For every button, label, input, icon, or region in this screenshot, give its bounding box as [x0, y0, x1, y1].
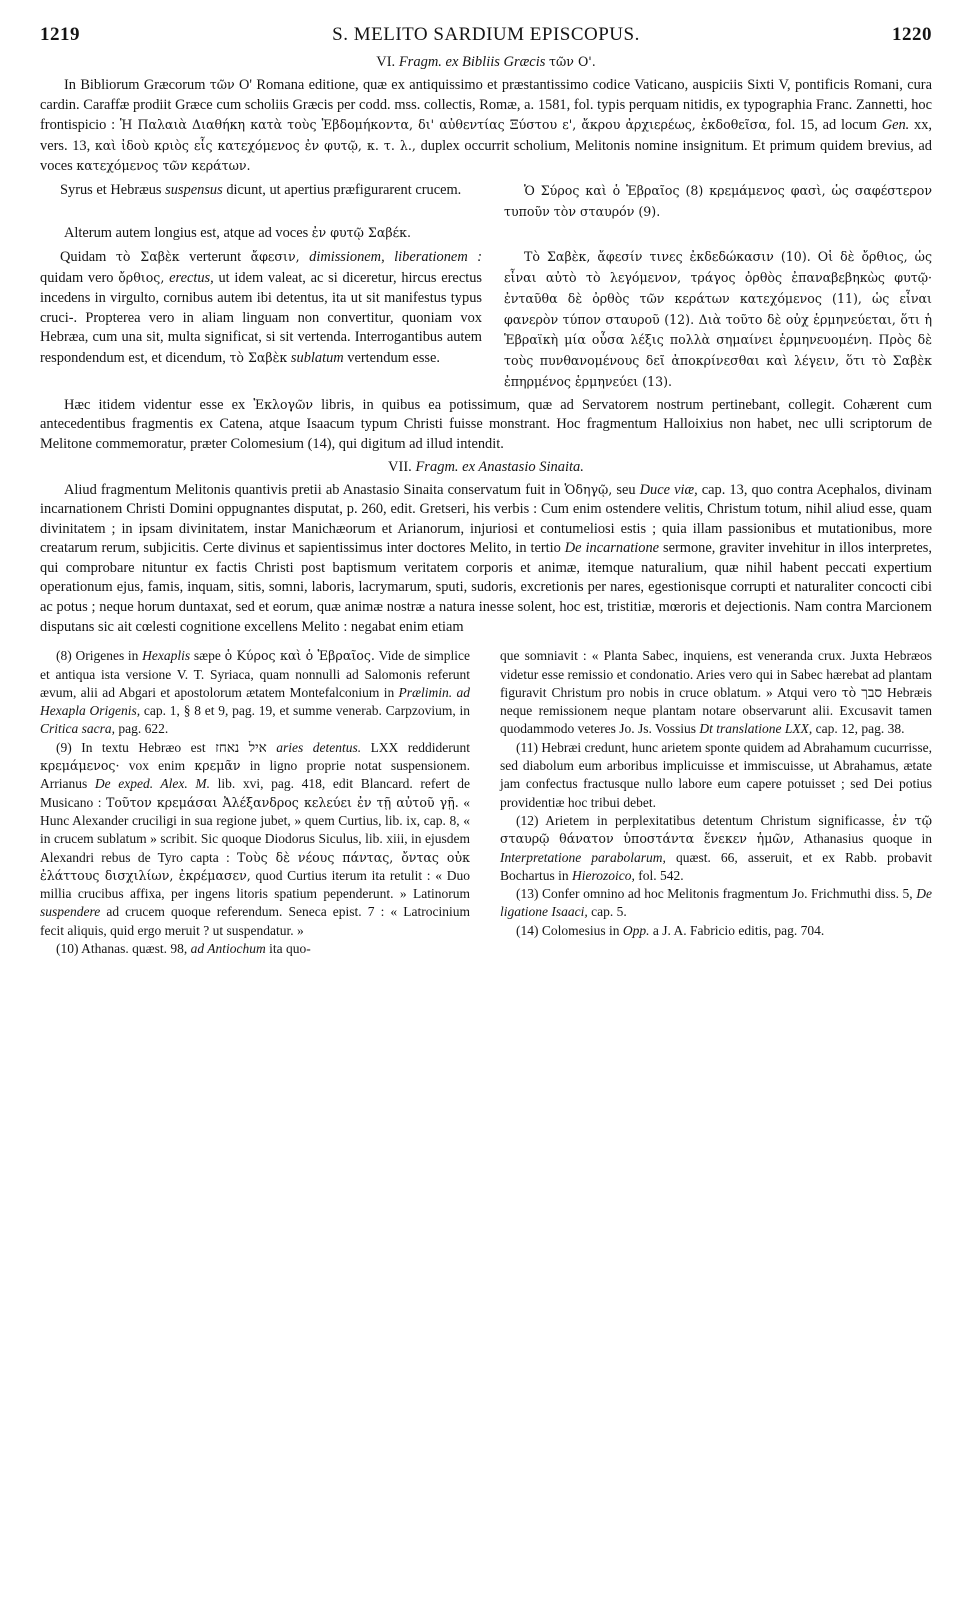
text-run: verterunt: [179, 249, 251, 266]
text-run: ad crucem quoque referendum. Seneca epist. 7 : « Latrocinium fecit aliquis, quid ergo meruit ? ut suspendatur. »: [40, 904, 470, 938]
italic-text: ad Antiochum: [190, 941, 266, 957]
text-run: a J. A. Fabricio editis, pag. 704.: [649, 922, 825, 938]
text-run: cap. 1, § 8 et 9, pag. 19, et summe venerab. Carpzovium, in: [140, 703, 471, 719]
text-run: סבך Hebræis neque remissionem neque plantam notare observarunt alii. Excusavit tamen quodammodo veteres Jo. Js. Vossius: [500, 684, 933, 737]
italic-text: erectus,: [169, 269, 214, 286]
text-run: Alterum autem longius est, atque ad voces: [64, 224, 312, 241]
page-number-left: 1219: [40, 24, 80, 45]
italic-text: Dt translatione LXX,: [699, 721, 813, 737]
italic-text: De exped. Alex. M.: [94, 776, 211, 792]
greek-text: Ὁδηγῷ,: [564, 481, 613, 497]
greek-text: ἄφεσιν,: [250, 249, 300, 265]
scholium-1-latin-text: [40, 181, 482, 201]
text-run: (13) Confer omnino ad hoc Melitonis fragmentum Jo. Frichmuthi diss. 5,: [516, 886, 917, 902]
page-number-right: 1220: [892, 24, 932, 45]
text-run: Vide de simplice et antiqua ista versione V. T. Syriaca, quam nonnulli ad Salomonis referunt ævum, alii ad Abgari et apostolorum ætatem Montefalconium in: [40, 648, 470, 700]
text-run: ita quo-: [265, 941, 311, 957]
text-run: cap. 12, pag. 38.: [812, 721, 905, 737]
italic-text: Prælimin. ad Hexapla Origenis,: [40, 684, 470, 719]
section-7-text: [40, 480, 932, 638]
text-run: Syrus et Hebræus: [60, 181, 166, 198]
italic-text: suspensus: [165, 181, 223, 198]
footnote-14: [500, 922, 932, 940]
text-run: « Hunc Alexander cruciligi in sua regione jubet, » quem Curtius, lib. ix, cap. 8, « in crucem sublatum » scribit. Sic quoque Diodorus Siculus, lib. xiii, in ejusdem Alexandri rebus de Tyro capta :: [40, 794, 470, 865]
footnotes: [40, 647, 932, 958]
scholium-2: [40, 247, 932, 393]
section-6-conclusion: [40, 395, 932, 455]
footnote-13: [500, 885, 932, 922]
page: [40, 24, 932, 958]
text-run: duplex occurrit scholium, Melitonis nomine insignitum. Et primum quidem brevius, ad voces: [40, 137, 932, 175]
text-run: [300, 249, 310, 265]
text-run: Athanasius quoque in: [794, 831, 932, 847]
scholium-2-latin-text: [40, 247, 482, 369]
italic-text: Opp.: [622, 922, 650, 938]
text-run: lib. xvi, pag. 418, edit Blancard. refert de Musicano :: [40, 776, 470, 810]
text-run: fol. 15, ad locum: [770, 117, 882, 134]
running-head: [40, 24, 932, 50]
section-7-heading: VII. Fragm. ex Anastasio Sinaita.: [388, 458, 584, 475]
greek-text: ἐν φυτῷ Σαβέκ.: [311, 224, 412, 240]
footnote-8: [40, 647, 470, 738]
text-run: (8) Origenes in: [56, 648, 143, 664]
text-run: vox enim: [119, 758, 195, 774]
running-title: S. MELITO SARDIUM EPISCOPUS.: [332, 24, 640, 45]
scholium-1-latin: [40, 181, 482, 223]
italic-text: dimissionem, liberationem :: [309, 249, 482, 266]
italic-text: Interpretatione parabolarum,: [500, 849, 666, 865]
text-run: quod Curtius iterum ita retulit : « Duo millia crucibus affixa, per ingens litoris spatium pependerunt. » Latinorum: [40, 867, 470, 902]
text-run: (14) Colomesius in: [516, 922, 623, 938]
text-run: ut idem valeat, ac si diceretur, hircus erectus incedens in virgulto, cornibus autem ibi detentus, ita ut sit manifestus typus cruci-. Propterea vero in aliam linguam non convertitur, quoniam vox Hebræa, cum una sit, multa significat, si sit vertenda. Interrogantibus autem respondendum est, et dicendum,: [40, 269, 482, 367]
italic-text: De ligatione Isaaci,: [500, 886, 932, 920]
scholium-2-greek-text: [504, 247, 932, 393]
text-run: (9) In textu Hebræo est איל נאחז: [56, 739, 277, 755]
text-run: (10) Athanas. quæst. 98,: [56, 941, 191, 957]
greek-text: τὸ Σαβὲκ: [229, 350, 288, 366]
greek-text: Ἡ Παλαιὰ Διαθήκη κατὰ τοὺς Ἑβδομήκοντα, δι' αὐθεντίας Ξύστου ε', ἄκρου ἀρχιερέως, ἐκδοθεῖσα,: [119, 117, 771, 133]
greek-text: κρεμᾶν: [194, 758, 241, 774]
text-run: pag. 622.: [115, 721, 169, 737]
greek-text: ἐν τῷ σταυρῷ θάνατον ὑποστάντα ἕνεκεν ἡμῶν,: [500, 812, 933, 847]
text-run: xx, vers. 13,: [40, 117, 932, 154]
italic-text: Hierozoico,: [572, 867, 635, 883]
greek-text: Ἐκλογῶν: [253, 396, 313, 412]
italic-text: Gen.: [881, 117, 910, 134]
italic-text: De incarnatione: [564, 540, 660, 557]
text-run: cap. 13, quo contra Acephalos, divinam incarnationem Christi Domini oppugnantes disputat, p. 260, edit. Gretseri, his verbis : Cum enim ostendere velitis, Christum totum, nihil aliud esse, quam divinitatem ; in ipsam divinitatem, instar Manichæorum et Arianorum, injuriosi et contumeliosi estis ; quia illam passionibus et mutationibus, more creatarum rerum, subjicitis. Certe divinus et sapientissimus inter doctores Melito, in tertio: [40, 481, 932, 557]
text-run: Hæc itidem videntur esse ex: [64, 396, 254, 413]
scholium-1-greek: [504, 181, 932, 223]
scholium-2-greek: [504, 247, 932, 393]
text-run: que somniavit : « Planta Sabec, inquiens, est veneranda crux. Juxta Hebræos videtur esse remissio et condonatio. Aries vero qui in Sabec hærebat ad plantam figuravit Christum pro nobis in cruce oblatum. » Atqui vero: [500, 648, 932, 700]
greek-text: ὄρθιος,: [118, 269, 165, 285]
text-run: In Bibliorum Græcorum: [64, 77, 210, 93]
greek-text: καὶ ἰδοὺ κριὸς εἷς κατεχόμενος ἐν φυτῷ, κ. τ. λ.,: [94, 137, 416, 153]
greek-text: Τοὺς δὲ νέους πάντας, ὄντας οὐκ ἐλάττους δισχιλίων, ἐκρέμασεν,: [40, 849, 470, 883]
text-run: quæst. 66, asseruit, et ex Rabb. probavit Bochartus in: [500, 849, 932, 883]
scholium-2-intro: [40, 223, 932, 244]
section-6-heading: VI. Fragm. ex Bibliis Græcis τῶν Ο'.: [376, 54, 596, 70]
text-run: libris, in quibus ea potissimum, quæ ad Servatorem nostrum pertinebant, collegit. Cohærent cum antecedentibus fragmentis ex Catena, atque Isaacum typum Christi fuisse monstrant. Hoc fragmentum Halloixius non habet, nec ulli scriptorum de Melitone commemoratur, præter Colomesium (14), qui digitum ad illud intendit.: [40, 396, 932, 452]
greek-text: τὸ: [841, 684, 857, 700]
greek-text: κατεχόμενος τῶν κεράτων.: [76, 158, 251, 174]
italic-text: Critica sacra,: [40, 721, 116, 737]
text-run: dicunt, ut apertius præfigurarent crucem.: [222, 181, 462, 198]
greek-text: τὸ Σαβὲκ: [115, 249, 180, 265]
footnotes-right-column: [500, 647, 932, 958]
text-run: O' Romana editione, quæ ex antiquissimo et præstantissimo codice Vaticano, auspiciis Sixti V, pontificis Romani, cura cardin. Caraffæ prodiit Græce cum scholiis Græcis per codd. mss. collectis, Romæ, a. 1581, fol. typis perquam nitidis, ex typographia Franc. Zannetti, hoc frontispicio :: [40, 77, 932, 134]
text-run: fol. 542.: [634, 867, 684, 883]
italic-text: Hexaplis: [142, 648, 191, 664]
scholium-1-greek-text: [504, 181, 932, 223]
text-run: (12) Arietem in perplexitatibus detentum Christum significasse,: [516, 812, 893, 828]
text-run: vertendum esse.: [343, 350, 441, 367]
text-run: Aliud fragmentum Melitonis quantivis pretii ab Anastasio Sinaita conservatum fuit in: [64, 481, 565, 498]
footnote-10: [40, 940, 470, 958]
text-run: quidam vero: [40, 269, 119, 286]
text-run: sermone, graviter invehitur in illos interpretes, qui comprobare nituntur ex factis Christi post baptismum veritatem corporis et animæ, itemque naturalium, quæ nihil habent peccati expertium operationum ejus, famis, inquam, sitis, somni, laboris, lacrymarum, sputi, sudoris, excretionis per nares, egestionisque corrupti et naturaliter concocti cibi ac potus ; neque horum duntaxat, sed et eorum, quæ animæ nostræ a natura inesse solent, hoc est, tristitiæ, mœroris et dejectionis. Nam contra Marcionem disputans sic ait cœlesti cognitione excellens Melito : negabat enim etiam: [40, 540, 933, 635]
text-run: sæpe: [190, 648, 225, 664]
footnote-11: [500, 739, 932, 812]
footnote-12: [500, 812, 932, 885]
text-run: in ligno proprie notat suspensionem. Arrianus: [40, 758, 470, 792]
greek-text: Ὁ Σύρος καὶ ὁ Ἑβραῖος (8) κρεμάμενος φασὶ, ὡς σαφέστερον τυποῦν τὸν σταυρόν (9).: [504, 182, 932, 219]
greek-text: Τὸ Σαβὲκ, ἄφεσίν τινες ἐκδεδώκασιν (10). Οἱ δὲ ὄρθιος, ὡς εἶναι αὐτὸ τὸ λεγόμενον, τράγος ὀρθὸς ἐπαναβεβηκὼς φυτῷ· ἐνταῦθα δὲ ὀρθὸς τῶν κεράτων κατεχόμενος (11), ὡς εἶναι φανερὸν τύπον σταυροῦ (12). Διὰ τοῦτο δὲ οὐχ ἑρμηνεύεται, ὅτι ἡ Ἑβραϊκὴ μία οὖσα λέξις πολλὰ σημαίνει ἑρμηνευομένη. Πρὸς δὲ τοὺς πυνθανομένους δεῖ ἀποκρίνεσθαι καὶ λέγειν, ὅτι τὸ Σαβὲκ ἐπηρμένος ἑρμηνεύει (13).: [504, 249, 932, 389]
italic-text: Duce viæ,: [639, 481, 698, 498]
greek-text: κρεμάμενος·: [40, 758, 120, 774]
italic-text: suspendere: [40, 904, 101, 920]
text-run: LXX reddiderunt: [361, 739, 471, 755]
footnotes-left-column: [40, 647, 470, 958]
greek-text: τῶν: [209, 77, 235, 92]
text-run: (11) Hebræi credunt, hunc arietem sponte quidem ad Abrahamum cucurrisse, sed diabolum eum arboribus implicuisse et immiscuisse, ut Abrahamus, ætate jam confectus fractusque nullo labore eum capere potuisset ; sed Dei potius providentiæ hoc tribui debet.: [500, 739, 932, 810]
scholium-2-latin: [40, 247, 482, 393]
greek-text: ὁ Κύρος καὶ ὁ Ἑβραῖος.: [224, 648, 375, 664]
section-6-intro: [40, 75, 932, 177]
text-run: Quidam: [60, 249, 116, 266]
greek-text: Τοῦτον κρεμάσαι Ἀλέξανδρος κελεύει ἐν τῇ αὐτοῦ γῇ.: [105, 794, 459, 810]
footnote-9: [40, 739, 470, 940]
footnote-10-continued: [500, 647, 932, 738]
italic-text: aries detentus.: [276, 739, 362, 755]
italic-text: sublatum: [290, 350, 344, 367]
text-run: seu: [612, 481, 640, 498]
text-run: cap. 5.: [587, 904, 627, 920]
scholium-1: [40, 181, 932, 223]
